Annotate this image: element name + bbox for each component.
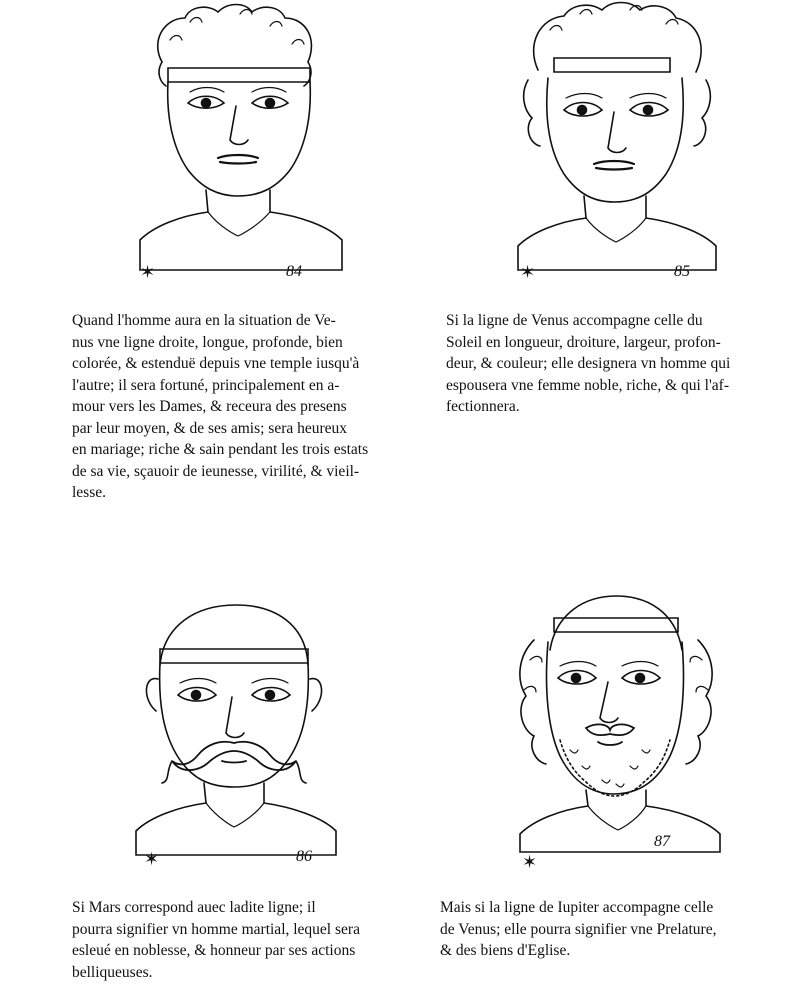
caption-line: Si Mars correspond auec ladite ligne; il xyxy=(72,899,316,916)
figure-85-portrait xyxy=(490,0,760,285)
nose xyxy=(226,697,244,738)
beard xyxy=(560,740,670,796)
caption-line: pourra signifier vn homme martial, lequel sera xyxy=(72,920,360,938)
star-marker: ✶ xyxy=(522,852,538,873)
neck-shoulders xyxy=(140,190,342,270)
caption-line: esleué en noblesse, & honneur par ses actions xyxy=(72,942,356,959)
face-outline xyxy=(547,642,684,794)
caption-line: & des biens d'Eglise. xyxy=(440,942,571,959)
caption-line: nus vne ligne droite, longue, profonde, bien xyxy=(72,333,343,351)
caption-line: Si la ligne de Venus accompagne celle du xyxy=(446,312,703,329)
mouth xyxy=(594,161,634,170)
figure-87-portrait xyxy=(490,590,760,875)
star-marker: ✶ xyxy=(144,849,160,870)
hair-curls xyxy=(534,3,702,73)
caption-line: en mariage; riche & sain pendant les trois estats xyxy=(72,441,369,458)
hair-curls xyxy=(158,5,312,63)
head-outline xyxy=(160,605,308,665)
nose xyxy=(608,112,626,153)
forehead-band xyxy=(160,649,308,663)
caption-figure-86 xyxy=(72,897,412,983)
caption-line: par leur moyen, & de ses amis; sera heureux xyxy=(72,419,348,437)
caption-line: de Venus; elle pourra signifier vne Prelature, xyxy=(440,920,717,938)
caption-line: fectionnera. xyxy=(446,398,520,415)
moustache xyxy=(586,724,634,735)
figure-number: 85 xyxy=(674,263,690,280)
face-outline xyxy=(168,82,311,196)
neck-shoulders xyxy=(520,790,720,852)
neck-shoulders xyxy=(518,196,716,270)
star-marker: ✶ xyxy=(520,262,536,283)
star-marker: ✶ xyxy=(140,262,156,283)
caption-line: Quand l'homme aura en la situation de Ve- xyxy=(72,312,336,329)
forehead-band xyxy=(554,58,670,72)
mouth xyxy=(222,761,246,763)
nose xyxy=(600,682,618,723)
figure-84-portrait xyxy=(110,0,380,285)
caption-line: belliqueuses. xyxy=(72,963,153,981)
caption-line: deur, & couleur; elle designera vn homme qui xyxy=(446,355,731,372)
caption-figure-85 xyxy=(446,310,780,418)
caption-line: l'autre; il sera fortuné, principalement en a- xyxy=(72,376,340,394)
caption-line: de sa vie, sçauoir de ieunesse, virilité, & vieil- xyxy=(72,462,360,480)
mouth xyxy=(218,155,258,164)
figure-86-portrait xyxy=(110,595,380,875)
forehead-band xyxy=(168,68,310,82)
figure-number: 87 xyxy=(654,833,670,850)
figure-number: 86 xyxy=(296,848,312,865)
figure-number: 84 xyxy=(286,263,302,280)
caption-figure-87 xyxy=(440,897,785,962)
neck-shoulders xyxy=(136,783,336,855)
caption-line: lesse. xyxy=(72,484,107,501)
caption-line: colorée, & estenduë depuis vne temple iusqu'à xyxy=(72,355,360,372)
caption-line: espousera vne femme noble, riche, & qui l'af- xyxy=(446,376,729,394)
mouth xyxy=(598,742,622,745)
caption-line: mour vers les Dames, & receura des presens xyxy=(72,398,347,415)
head-outline xyxy=(550,596,682,650)
moustache xyxy=(172,742,296,770)
caption-figure-84 xyxy=(72,310,394,504)
caption-line: Soleil en longueur, droiture, largeur, profon- xyxy=(446,333,721,351)
nose xyxy=(230,106,248,145)
forehead-band xyxy=(554,618,678,632)
caption-line: Mais si la ligne de Iupiter accompagne celle xyxy=(440,899,714,916)
